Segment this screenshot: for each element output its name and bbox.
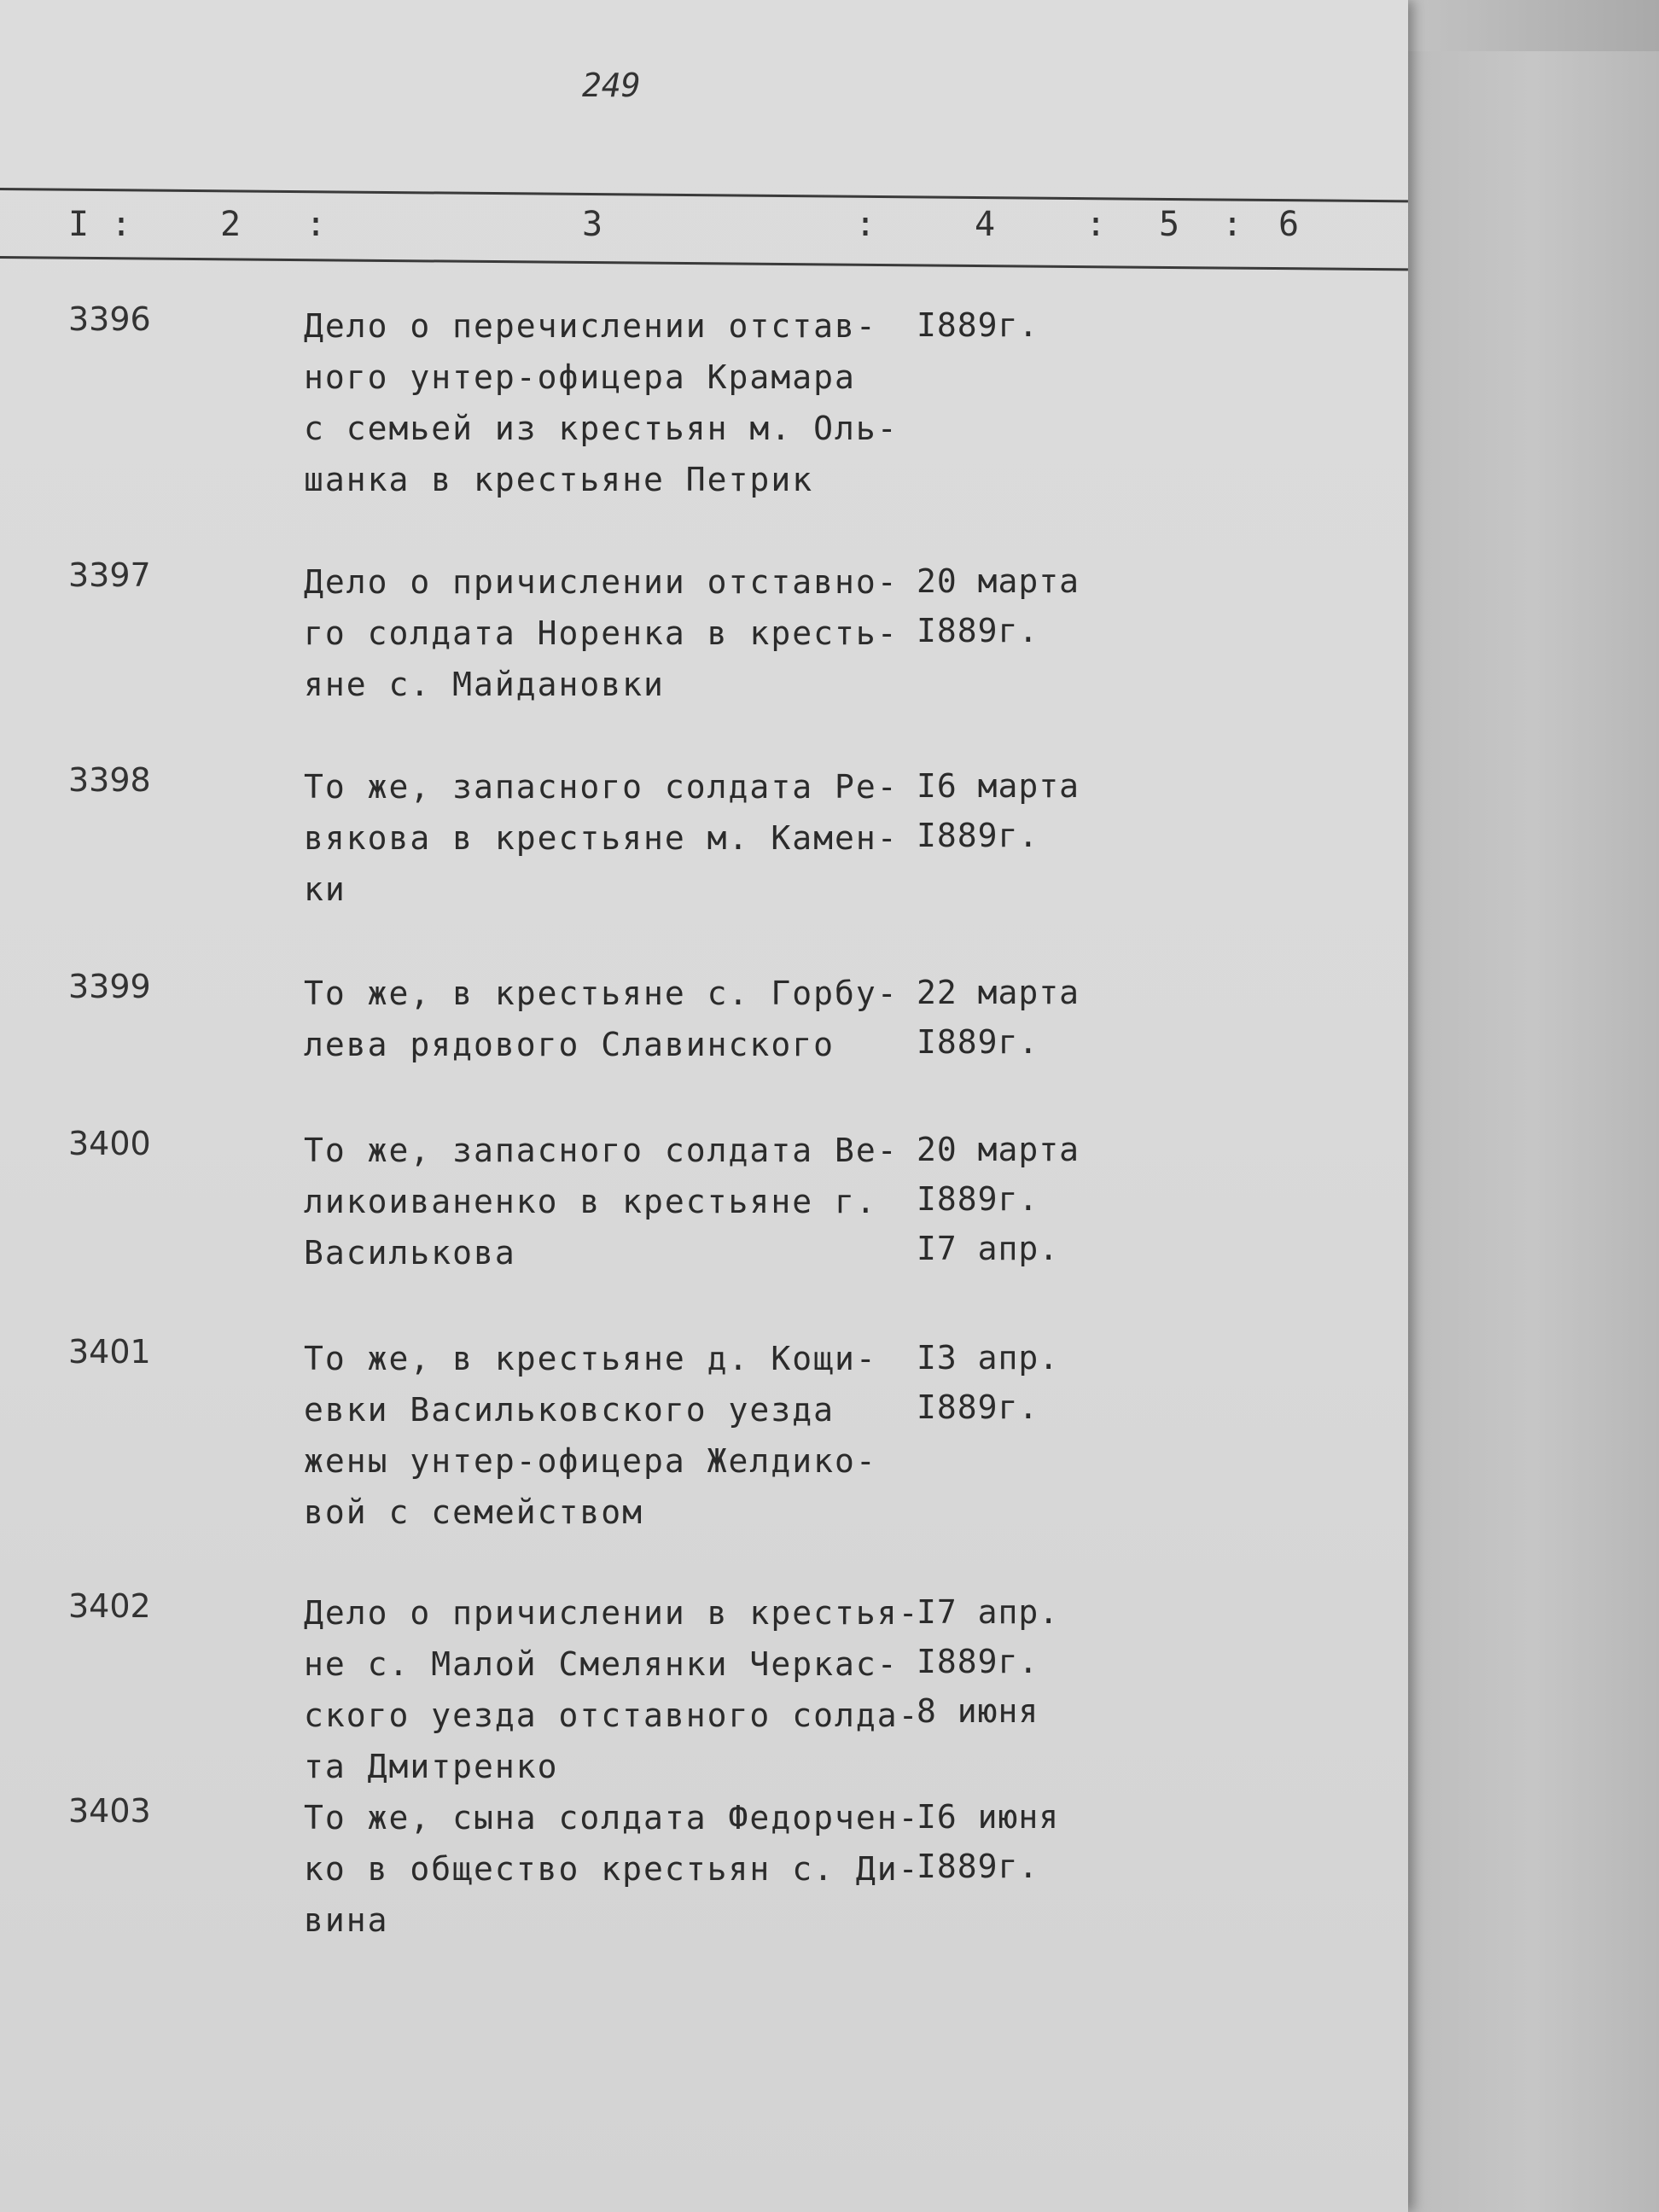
entry-number: 3398 (68, 761, 151, 799)
column-separator: : (111, 205, 132, 244)
entry-description: То же, в крестьяне с. Горбу- лева рядового Славинского (304, 975, 899, 1063)
header-bottom-rule (0, 256, 1408, 271)
entry-number: 3400 (68, 1125, 151, 1162)
entry-description: То же, сына солдата Федорчен- ко в общество крестьян с. Ди- вина (304, 1799, 920, 1939)
column-separator: : (855, 205, 876, 244)
entry-date: 20 марта I889г. (917, 562, 1080, 649)
entry-description: Дело о перечислении отстав- ного унтер-офицера Крамара с семьей из крестьян м. Оль- шанка в крестьяне Петрик (304, 307, 899, 498)
column-separator: : (306, 205, 327, 244)
entry-description: То же, в крестьяне д. Кощи- евки Васильковского уезда жены унтер-офицера Желдико- вой с семейством (304, 1340, 877, 1531)
entry-number: 3399 (68, 968, 151, 1005)
entry-number: 3401 (68, 1333, 151, 1371)
column-header-3: 3 (582, 205, 603, 244)
header-top-rule (0, 188, 1408, 202)
entry-date: I6 июня I889г. (917, 1798, 1060, 1885)
entry-date: I7 апр. I889г. 8 июня (917, 1593, 1060, 1730)
column-header-4: 4 (975, 205, 996, 244)
page-number: 249 (582, 67, 641, 104)
column-separator: : (1086, 205, 1107, 244)
entry-description: Дело о причислении отставно- го солдата Норенка в кресть- яне с. Майдановки (304, 563, 899, 703)
entry-number: 3402 (68, 1587, 151, 1625)
entry-description: То же, запасного солдата Ре- вякова в крестьяне м. Камен- ки (304, 768, 899, 908)
column-header-1: I (68, 205, 90, 244)
entry-number: 3403 (68, 1792, 151, 1830)
entry-description: Дело о причислении в крестья- не с. Малой Смелянки Черкас- ского уезда отставного солда- та Дмитренко (304, 1594, 920, 1785)
column-header-2: 2 (220, 205, 242, 244)
entry-date: I889г. (917, 306, 1039, 344)
column-separator: : (1222, 205, 1243, 244)
entry-number: 3396 (68, 300, 151, 338)
column-header-6: 6 (1278, 205, 1300, 244)
entry-description: То же, запасного солдата Ве- ликоиваненко в крестьяне г. Василькова (304, 1132, 899, 1272)
underlying-page-edge (1408, 51, 1659, 2212)
column-header-5: 5 (1159, 205, 1180, 244)
entry-date: I3 апр. I889г. (917, 1339, 1060, 1426)
entry-date: I6 марта I889г. (917, 767, 1080, 854)
entry-date: 20 марта I889г. I7 апр. (917, 1131, 1080, 1267)
entry-date: 22 марта I889г. (917, 974, 1080, 1061)
entry-number: 3397 (68, 556, 151, 594)
